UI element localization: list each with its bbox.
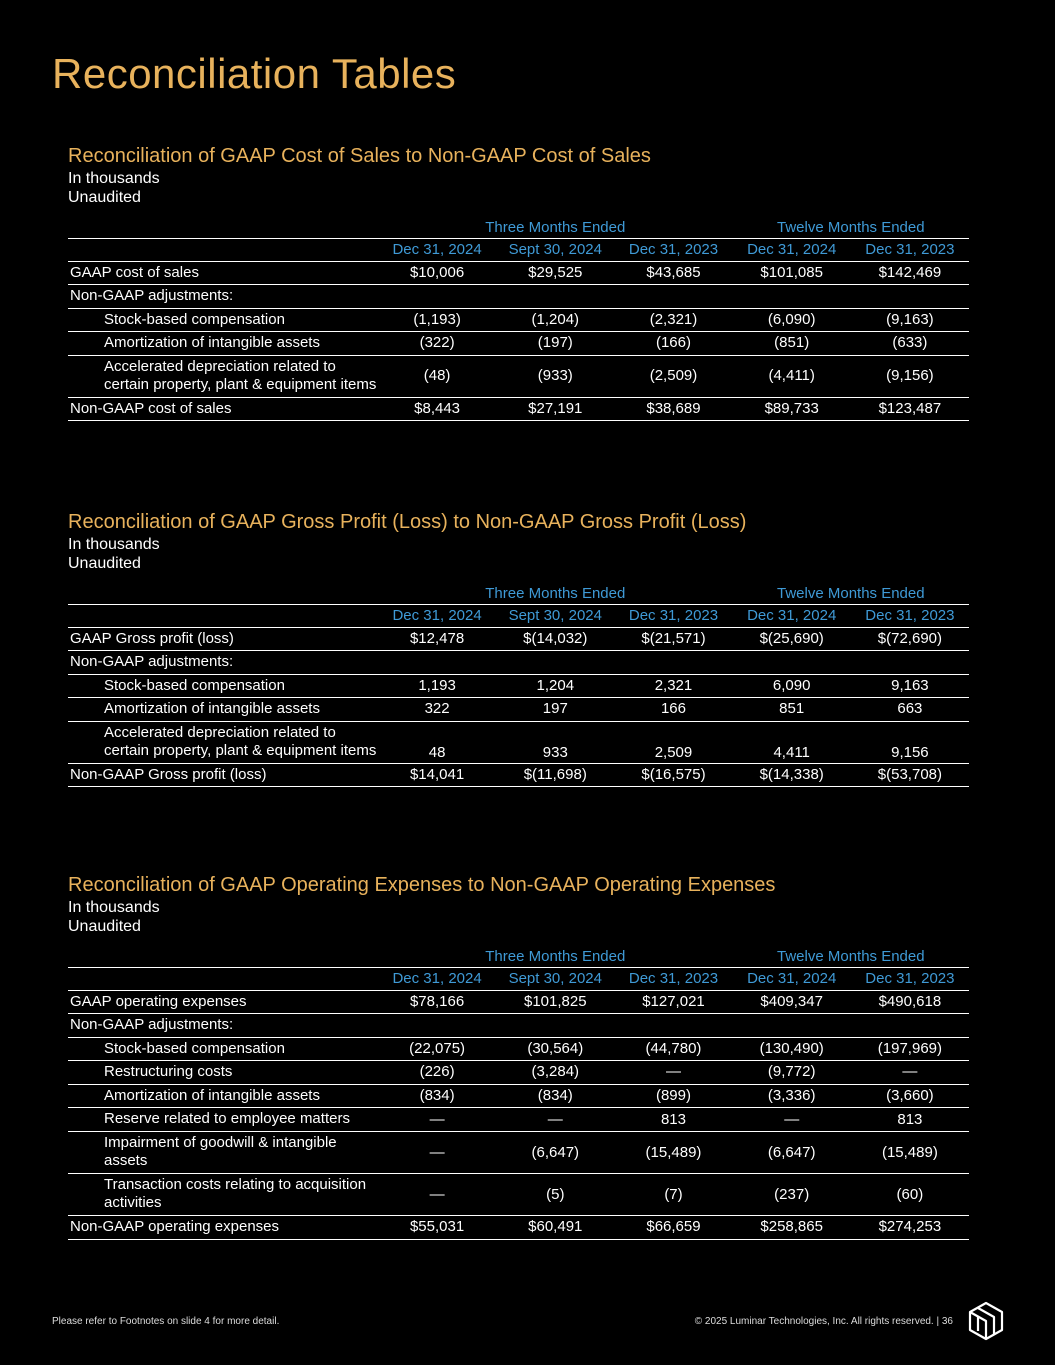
row-value: (197) (496, 332, 614, 356)
table-row (68, 1014, 969, 1038)
row-value: (899) (614, 1084, 732, 1108)
row-value: (1,204) (496, 308, 614, 332)
table-row (68, 721, 969, 763)
row-value: 322 (378, 698, 496, 722)
row-value: $101,085 (733, 261, 851, 285)
row-value: (322) (378, 332, 496, 356)
row-value: (9,772) (733, 1061, 851, 1085)
row-value: (851) (733, 332, 851, 356)
row-value: $490,618 (851, 990, 969, 1014)
cost-of-sales-section (68, 143, 969, 421)
row-value: — (733, 1108, 851, 1132)
row-value: (60) (851, 1174, 969, 1216)
date-header: Sept 30, 2024 (496, 238, 614, 261)
date-header: Dec 31, 2024 (733, 967, 851, 990)
row-label: Accelerated depreciation related to certain property, plant & equipment items (68, 721, 378, 763)
row-label: Restructuring costs (68, 1061, 378, 1085)
date-header: Dec 31, 2023 (614, 238, 732, 261)
footnote-reference: Please refer to Footnotes on slide 4 for more detail. (52, 1316, 280, 1327)
row-value: $38,689 (614, 397, 732, 421)
table-row (68, 1061, 969, 1085)
table-row (68, 990, 969, 1014)
row-value: (15,489) (851, 1132, 969, 1174)
row-value: $274,253 (851, 1216, 969, 1240)
row-label: Non-GAAP adjustments: (68, 285, 378, 309)
row-value: (4,411) (733, 355, 851, 397)
row-value: $78,166 (378, 990, 496, 1014)
twelve-months-header: Twelve Months Ended (733, 581, 969, 604)
row-label: GAAP cost of sales (68, 261, 378, 285)
date-header: Dec 31, 2024 (733, 238, 851, 261)
twelve-months-header: Twelve Months Ended (733, 215, 969, 238)
date-header: Dec 31, 2023 (851, 238, 969, 261)
row-value: $60,491 (496, 1216, 614, 1240)
table-row-total (68, 1216, 969, 1240)
row-label: GAAP operating expenses (68, 990, 378, 1014)
twelve-months-header: Twelve Months Ended (733, 944, 969, 967)
row-value: (15,489) (614, 1132, 732, 1174)
row-value: $10,006 (378, 261, 496, 285)
row-value: 9,156 (851, 721, 969, 763)
row-label: Stock-based compensation (68, 308, 378, 332)
row-value: 851 (733, 698, 851, 722)
row-value: $55,031 (378, 1216, 496, 1240)
row-value: 813 (851, 1108, 969, 1132)
row-value: (197,969) (851, 1037, 969, 1061)
page-title: Reconciliation Tables (52, 50, 457, 97)
row-value: $258,865 (733, 1216, 851, 1240)
table-row (68, 1084, 969, 1108)
row-value: $43,685 (614, 261, 732, 285)
row-value: $(21,571) (614, 627, 732, 651)
section-audit-status: Unaudited (68, 189, 141, 206)
row-value: (2,509) (614, 355, 732, 397)
row-value: (633) (851, 332, 969, 356)
three-months-header: Three Months Ended (378, 944, 733, 967)
copyright-page-number: © 2025 Luminar Technologies, Inc. All rights reserved. | 36 (694, 1316, 953, 1327)
row-value: — (496, 1108, 614, 1132)
three-months-header: Three Months Ended (378, 581, 733, 604)
row-value: — (378, 1174, 496, 1216)
row-value: 9,163 (851, 674, 969, 698)
date-header: Sept 30, 2024 (496, 967, 614, 990)
row-value: $27,191 (496, 397, 614, 421)
operating-expenses-section (68, 872, 969, 1240)
row-value: $14,041 (378, 763, 496, 787)
row-value: (6,647) (496, 1132, 614, 1174)
section-audit-status: Unaudited (68, 918, 141, 935)
table-row-total (68, 397, 969, 421)
operating-expenses-table (68, 944, 969, 1240)
date-header: Dec 31, 2024 (378, 604, 496, 627)
row-value: 197 (496, 698, 614, 722)
section-title: Reconciliation of GAAP Gross Profit (Loss) to Non-GAAP Gross Profit (Loss) (68, 511, 747, 533)
row-value: (3,284) (496, 1061, 614, 1085)
section-units: In thousands (68, 899, 160, 916)
table-row (68, 651, 969, 675)
row-label: Amortization of intangible assets (68, 332, 378, 356)
section-title: Reconciliation of GAAP Operating Expenses to Non-GAAP Operating Expenses (68, 874, 776, 896)
table-row (68, 1132, 969, 1174)
row-value: — (378, 1132, 496, 1174)
row-value: (237) (733, 1174, 851, 1216)
row-label: Stock-based compensation (68, 674, 378, 698)
row-value: $(14,032) (496, 627, 614, 651)
row-value: (3,660) (851, 1084, 969, 1108)
table-row (68, 285, 969, 309)
three-months-header: Three Months Ended (378, 215, 733, 238)
gross-profit-table (68, 581, 969, 787)
row-value: 4,411 (733, 721, 851, 763)
row-value: (7) (614, 1174, 732, 1216)
row-value: (2,321) (614, 308, 732, 332)
row-value: $101,825 (496, 990, 614, 1014)
row-value: $(16,575) (614, 763, 732, 787)
table-row (68, 1037, 969, 1061)
company-logo-icon (966, 1300, 1006, 1342)
date-header: Dec 31, 2023 (614, 604, 732, 627)
row-value: $(25,690) (733, 627, 851, 651)
row-value: (44,780) (614, 1037, 732, 1061)
row-value: 166 (614, 698, 732, 722)
row-value: 2,321 (614, 674, 732, 698)
row-value: (933) (496, 355, 614, 397)
date-header: Dec 31, 2023 (614, 967, 732, 990)
row-label: Non-GAAP cost of sales (68, 397, 378, 421)
row-label: Reserve related to employee matters (68, 1108, 378, 1132)
row-value: 48 (378, 721, 496, 763)
table-row (68, 1108, 969, 1132)
section-audit-status: Unaudited (68, 555, 141, 572)
row-value: $12,478 (378, 627, 496, 651)
table-row (68, 261, 969, 285)
row-value: (9,156) (851, 355, 969, 397)
row-value: (22,075) (378, 1037, 496, 1061)
row-value: — (851, 1061, 969, 1085)
row-value: (6,647) (733, 1132, 851, 1174)
date-header: Dec 31, 2023 (851, 604, 969, 627)
row-value: $8,443 (378, 397, 496, 421)
row-value: (834) (496, 1084, 614, 1108)
table-row (68, 627, 969, 651)
row-label: Amortization of intangible assets (68, 698, 378, 722)
row-value: (9,163) (851, 308, 969, 332)
date-header: Dec 31, 2024 (378, 238, 496, 261)
row-label: Transaction costs relating to acquisition activities (68, 1174, 378, 1216)
date-header: Dec 31, 2023 (851, 967, 969, 990)
row-value: (5) (496, 1174, 614, 1216)
row-value: $89,733 (733, 397, 851, 421)
row-value: $(11,698) (496, 763, 614, 787)
row-value: $(14,338) (733, 763, 851, 787)
table-row (68, 698, 969, 722)
row-value: 2,509 (614, 721, 732, 763)
row-label: Non-GAAP adjustments: (68, 1014, 378, 1038)
row-value: $142,469 (851, 261, 969, 285)
section-title: Reconciliation of GAAP Cost of Sales to Non-GAAP Cost of Sales (68, 145, 651, 167)
table-row-total (68, 763, 969, 787)
row-value: — (378, 1108, 496, 1132)
row-value: $29,525 (496, 261, 614, 285)
cost-of-sales-table (68, 215, 969, 421)
row-value: $(72,690) (851, 627, 969, 651)
row-label: Accelerated depreciation related to certain property, plant & equipment items (68, 355, 378, 397)
row-value: 1,204 (496, 674, 614, 698)
row-value: (130,490) (733, 1037, 851, 1061)
table-row (68, 355, 969, 397)
row-label: Non-GAAP Gross profit (loss) (68, 763, 378, 787)
table-row (68, 332, 969, 356)
row-value: $127,021 (614, 990, 732, 1014)
table-row (68, 308, 969, 332)
row-value: (6,090) (733, 308, 851, 332)
row-value: (834) (378, 1084, 496, 1108)
section-units: In thousands (68, 170, 160, 187)
row-value: (30,564) (496, 1037, 614, 1061)
row-value: 6,090 (733, 674, 851, 698)
date-header: Dec 31, 2024 (378, 967, 496, 990)
row-value: $409,347 (733, 990, 851, 1014)
row-label: Stock-based compensation (68, 1037, 378, 1061)
row-value: $123,487 (851, 397, 969, 421)
gross-profit-section (68, 509, 969, 787)
section-units: In thousands (68, 536, 160, 553)
row-value: (3,336) (733, 1084, 851, 1108)
row-value: 1,193 (378, 674, 496, 698)
date-header: Sept 30, 2024 (496, 604, 614, 627)
row-value: (166) (614, 332, 732, 356)
row-value: (48) (378, 355, 496, 397)
date-header: Dec 31, 2024 (733, 604, 851, 627)
row-value: 933 (496, 721, 614, 763)
row-label: Impairment of goodwill & intangible assets (68, 1132, 378, 1174)
table-row (68, 674, 969, 698)
row-value: — (614, 1061, 732, 1085)
row-value: (1,193) (378, 308, 496, 332)
row-value: (226) (378, 1061, 496, 1085)
row-value: $66,659 (614, 1216, 732, 1240)
row-label: Non-GAAP adjustments: (68, 651, 378, 675)
row-label: GAAP Gross profit (loss) (68, 627, 378, 651)
row-label: Amortization of intangible assets (68, 1084, 378, 1108)
row-value: 663 (851, 698, 969, 722)
row-value: $(53,708) (851, 763, 969, 787)
row-value: 813 (614, 1108, 732, 1132)
table-row (68, 1174, 969, 1216)
row-label: Non-GAAP operating expenses (68, 1216, 378, 1240)
